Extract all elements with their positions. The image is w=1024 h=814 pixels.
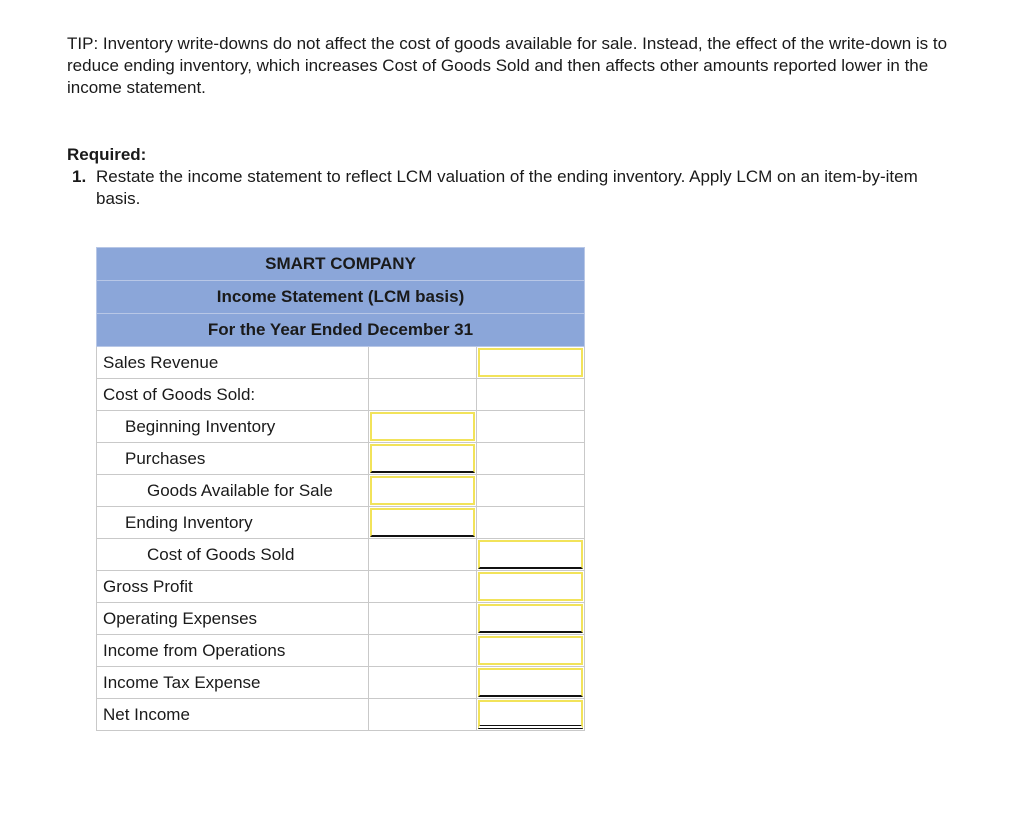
net-income-input[interactable] bbox=[478, 700, 583, 729]
cell-gross-profit bbox=[477, 571, 585, 603]
required-item-1 bbox=[72, 166, 962, 210]
table-row bbox=[97, 443, 585, 475]
statement-header-period-row bbox=[97, 314, 585, 347]
table-row bbox=[97, 635, 585, 667]
income-tax-expense-input[interactable] bbox=[478, 668, 583, 697]
table-row bbox=[97, 411, 585, 443]
row-label-beginning-inventory: Beginning Inventory bbox=[97, 411, 369, 443]
empty-cell bbox=[369, 699, 477, 731]
row-label-ending-inventory: Ending Inventory bbox=[97, 507, 369, 539]
empty-cell bbox=[369, 635, 477, 667]
empty-cell bbox=[369, 347, 477, 379]
required-item-number: 1. bbox=[72, 167, 87, 186]
statement-title: Income Statement (LCM basis) bbox=[97, 281, 585, 314]
cell-purchases bbox=[369, 443, 477, 475]
empty-cell bbox=[369, 539, 477, 571]
row-label-goods-available: Goods Available for Sale bbox=[97, 475, 369, 507]
operating-expenses-input[interactable] bbox=[478, 604, 583, 633]
cell-operating-expenses bbox=[477, 603, 585, 635]
cell-ending-inventory bbox=[369, 507, 477, 539]
table-row bbox=[97, 571, 585, 603]
sales-revenue-input[interactable] bbox=[478, 348, 583, 377]
empty-cell bbox=[369, 603, 477, 635]
row-label-cogs-header: Cost of Goods Sold: bbox=[97, 379, 369, 411]
empty-cell bbox=[477, 443, 585, 475]
beginning-inventory-input[interactable] bbox=[370, 412, 475, 441]
cell-beginning-inventory bbox=[369, 411, 477, 443]
cell-net-income bbox=[477, 699, 585, 731]
empty-cell bbox=[477, 507, 585, 539]
company-name: SMART COMPANY bbox=[97, 248, 585, 281]
row-label-net-income: Net Income bbox=[97, 699, 369, 731]
statement-period: For the Year Ended December 31 bbox=[97, 314, 585, 347]
empty-cell bbox=[477, 475, 585, 507]
row-label-operating-expenses: Operating Expenses bbox=[97, 603, 369, 635]
required-heading: Required: bbox=[67, 145, 147, 164]
required-item-text: Restate the income statement to reflect LCM valuation of the ending inventory. Apply LCM on an item-by-item basis. bbox=[96, 167, 918, 208]
table-row bbox=[97, 507, 585, 539]
cell-income-from-operations bbox=[477, 635, 585, 667]
row-label-gross-profit: Gross Profit bbox=[97, 571, 369, 603]
row-label-income-from-operations: Income from Operations bbox=[97, 635, 369, 667]
statement-header-title-row bbox=[97, 281, 585, 314]
row-label-sales-revenue: Sales Revenue bbox=[97, 347, 369, 379]
empty-cell bbox=[477, 379, 585, 411]
cell-income-tax-expense bbox=[477, 667, 585, 699]
table-row bbox=[97, 379, 585, 411]
row-label-cost-of-goods-sold: Cost of Goods Sold bbox=[97, 539, 369, 571]
ending-inventory-input[interactable] bbox=[370, 508, 475, 537]
empty-cell bbox=[477, 411, 585, 443]
table-row bbox=[97, 475, 585, 507]
cell-sales-revenue bbox=[477, 347, 585, 379]
empty-cell bbox=[369, 571, 477, 603]
purchases-input[interactable] bbox=[370, 444, 475, 473]
cell-goods-available bbox=[369, 475, 477, 507]
row-label-purchases: Purchases bbox=[97, 443, 369, 475]
gross-profit-input[interactable] bbox=[478, 572, 583, 601]
table-row bbox=[97, 603, 585, 635]
income-from-operations-input[interactable] bbox=[478, 636, 583, 665]
goods-available-input[interactable] bbox=[370, 476, 475, 505]
table-row bbox=[97, 699, 585, 731]
cost-of-goods-sold-input[interactable] bbox=[478, 540, 583, 569]
tip-text: TIP: Inventory write-downs do not affect the cost of goods available for sale. Instead, the effect of the write-down is to reduce ending inventory, which increases Cost of Goods Sold and then affects other amounts reported lower in the income statement. bbox=[67, 34, 948, 97]
table-row bbox=[97, 539, 585, 571]
row-label-income-tax-expense: Income Tax Expense bbox=[97, 667, 369, 699]
table-row bbox=[97, 667, 585, 699]
empty-cell bbox=[369, 379, 477, 411]
table-row bbox=[97, 347, 585, 379]
income-statement-table bbox=[96, 247, 585, 731]
statement-header-company-row bbox=[97, 248, 585, 281]
empty-cell bbox=[369, 667, 477, 699]
cell-cost-of-goods-sold bbox=[477, 539, 585, 571]
